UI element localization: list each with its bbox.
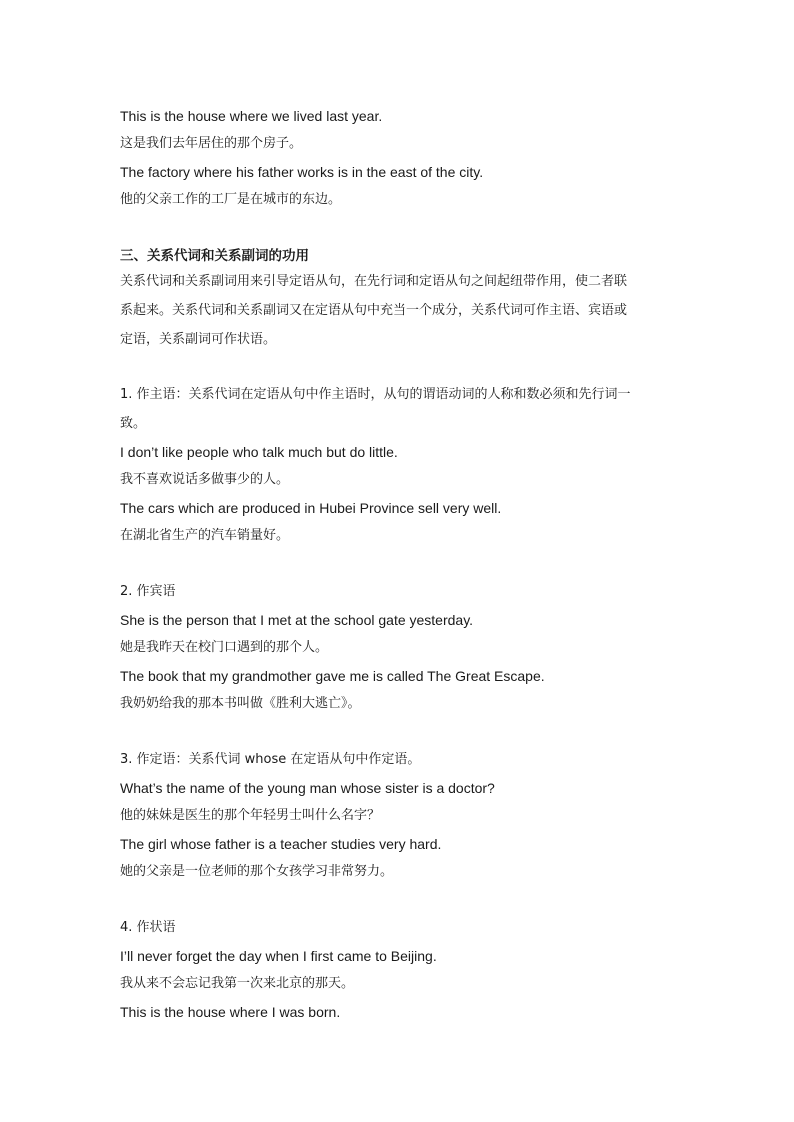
example-sentence-en: This is the house where I was born. — [120, 1004, 341, 1020]
intro-paragraph-line: 系起来。关系代词和关系副词又在定语从句中充当一个成分，关系代词可作主语、宾语或 — [120, 303, 628, 318]
example-sentence-zh: 我从来不会忘记我第一次来北京的那天。 — [120, 976, 355, 991]
example-sentence-en: What’s the name of the young man whose sister is a doctor? — [120, 780, 495, 796]
example-sentence-en: I don’t like people who talk much but do little. — [120, 444, 398, 460]
example-sentence-zh: 他的妹妹是医生的那个年轻男士叫什么名字？ — [120, 808, 381, 823]
intro-paragraph-line: 关系代词和关系副词用来引导定语从句，在先行词和定语从句之间起纽带作用，使二者联 — [120, 274, 628, 289]
example-sentence-zh: 在湖北省生产的汽车销量好。 — [120, 528, 290, 543]
item-title: 致。 — [120, 416, 147, 431]
example-sentence-en: The factory where his father works is in the east of the city. — [120, 164, 484, 180]
example-sentence-en: The cars which are produced in Hubei Province sell very well. — [120, 500, 502, 516]
example-sentence-zh: 她的父亲是一位老师的那个女孩学习非常努力。 — [120, 864, 394, 879]
example-sentence-en: This is the house where we lived last year. — [120, 108, 383, 124]
item-title: 2. 作宾语 — [120, 584, 176, 599]
example-sentence-en: I’ll never forget the day when I first came to Beijing. — [120, 948, 437, 964]
example-sentence-zh: 他的父亲工作的工厂是在城市的东边。 — [120, 192, 342, 207]
example-sentence-zh: 这是我们去年居住的那个房子。 — [120, 136, 303, 151]
example-sentence-en: The girl whose father is a teacher studies very hard. — [120, 836, 442, 852]
item-title: 1. 作主语：关系代词在定语从句中作主语时，从句的谓语动词的人称和数必须和先行词一 — [120, 387, 631, 402]
section-heading: 三、关系代词和关系副词的功用 — [120, 248, 309, 264]
example-sentence-en: The book that my grandmother gave me is called The Great Escape. — [120, 668, 545, 684]
example-sentence-en: She is the person that I met at the school gate yesterday. — [120, 612, 474, 628]
example-sentence-zh: 我奶奶给我的那本书叫做《胜利大逃亡》。 — [120, 696, 361, 711]
intro-paragraph-line: 定语，关系副词可作状语。 — [120, 332, 277, 347]
example-sentence-zh: 她是我昨天在校门口遇到的那个人。 — [120, 640, 329, 655]
item-title: 4. 作状语 — [120, 920, 176, 935]
item-title: 3. 作定语：关系代词 whose 在定语从句中作定语。 — [120, 752, 421, 767]
example-sentence-zh: 我不喜欢说话多做事少的人。 — [120, 472, 290, 487]
